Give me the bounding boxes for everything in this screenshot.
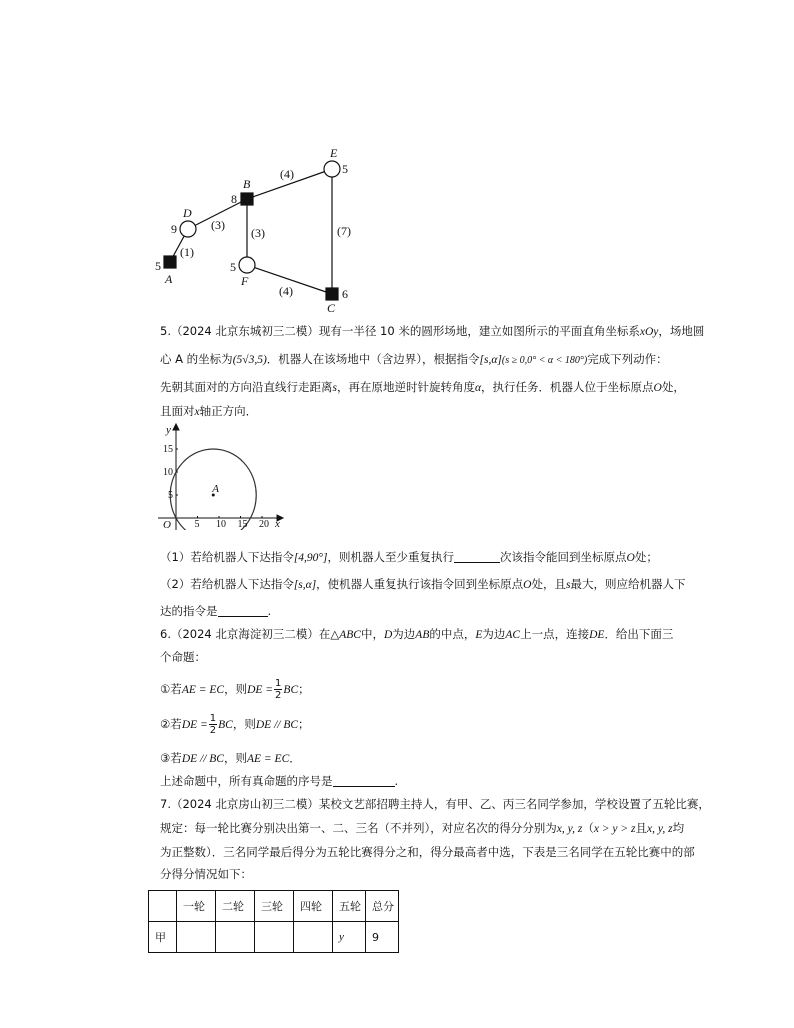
fraction (274, 678, 282, 701)
q7-text: （ (582, 821, 594, 835)
node-B (241, 193, 253, 205)
q5-sub2-text: 达的指令是 (160, 604, 218, 618)
table-cell: y (333, 922, 366, 953)
fraction-num: 1 (209, 713, 217, 724)
q6-p1-cond: AE = EC (181, 684, 225, 696)
q5-sub2-text: ，使机器人重复执行该指令回到坐标原点 (316, 577, 524, 591)
q6-p2-bc: BC (218, 719, 233, 731)
node-C-weight: 6 (342, 287, 348, 301)
q5-sub2-text: . (267, 604, 272, 618)
q5-origin: O (653, 382, 662, 394)
q5-text: ．机器人在该场地中（含边界），根据指令 (266, 352, 480, 366)
q6-p3-cond: DE // BC (181, 753, 224, 765)
q5-sub1-cmd: [4,90°] (293, 552, 328, 564)
q5-sub2-cont (160, 603, 271, 619)
fraction-den: 2 (275, 690, 282, 701)
q6-D: D (383, 629, 393, 641)
q6-text: ．给出下面三 (604, 627, 674, 641)
node-C (326, 288, 338, 300)
q7-line3 (160, 844, 695, 860)
table-header-cell: 一轮 (177, 891, 216, 922)
q5-line1 (160, 323, 704, 340)
table-header-row (149, 891, 399, 922)
q5-sub1-origin: O (626, 552, 635, 564)
q5-sub2 (160, 576, 685, 593)
point-A-label: A (212, 483, 219, 495)
q5-alpha: α (474, 382, 482, 394)
node-C-label: C (327, 301, 336, 315)
table-header-cell: 总分 (366, 891, 399, 922)
q5-sub2-text: 处，且 (531, 577, 566, 591)
node-B-label: B (243, 177, 251, 191)
q6-p3-res: AE = EC (246, 753, 290, 765)
q7-xyz2: x, y, z (647, 823, 673, 835)
node-A (164, 256, 176, 268)
q5-sub1-text: ，则机器人至少重复执行 (327, 550, 455, 564)
edge-A-D-label: (1) (180, 245, 194, 259)
x-tick-label: 20 (259, 519, 269, 530)
edge-E-C-label: (7) (337, 224, 351, 238)
node-E (324, 161, 340, 177)
q5-line4 (160, 403, 257, 420)
fraction-num: 1 (275, 678, 282, 689)
q5-text: ，执行任务．机器人位于坐标原点 (481, 380, 654, 394)
score-table (148, 890, 399, 953)
q5-cond: (s ≥ 0,0° < α < 180°) (501, 355, 588, 366)
q5-text: ，场地圆 (658, 324, 705, 338)
node-B-weight: 8 (231, 192, 237, 206)
y-tick-label: 15 (163, 444, 173, 455)
q5-sub2-cmd: [s,α] (293, 579, 317, 591)
q5-s: s (332, 382, 337, 394)
q6-text: 6.（2024 北京海淀初三二模）在 (160, 627, 331, 641)
q6-p1-de: DE = (247, 684, 274, 696)
q6-p1: ，则 (224, 682, 248, 696)
x-tick-label: 15 (237, 519, 248, 530)
q5-sub2-origin: O (523, 579, 532, 591)
q6-AB: AB (415, 629, 430, 641)
y-axis-label: y (166, 424, 171, 436)
q6-p2-de: DE = (181, 719, 208, 731)
node-E-label: E (330, 146, 338, 160)
q5-coord: (5√3,5) (232, 354, 267, 366)
q6-p1-bc: BC (283, 684, 299, 696)
q7-text: 分得分情况如下： (160, 867, 252, 881)
node-E-weight: 5 (342, 162, 348, 176)
q6-tri: △ABC (330, 629, 361, 641)
table-cell: 甲 (149, 922, 177, 953)
q6-text: 个命题： (160, 650, 206, 664)
x-tick-label: 10 (216, 519, 226, 530)
q5-sub1-text: （1）若给机器人下达指令 (160, 550, 294, 564)
q6-blank[interactable] (333, 774, 395, 787)
node-D-label: D (183, 206, 192, 220)
q7-text: 规定：每一轮比赛分别决出第一、二、三名（不并列），对应名次的得分分别为 (160, 821, 557, 835)
node-F (239, 257, 255, 273)
table-header-cell: 五轮 (333, 891, 366, 922)
q5-sub2-text: （2）若给机器人下达指令 (160, 577, 294, 591)
table-row (149, 922, 399, 953)
q6-prop2 (160, 713, 310, 736)
q6-text: 上一点，连接 (520, 627, 590, 641)
edge-B-F-label: (3) (251, 226, 265, 240)
q7-line2 (160, 820, 684, 837)
q5-text: 且面对 (160, 404, 195, 418)
edge-F-C-label: (4) (279, 284, 293, 298)
table-header-cell (149, 891, 177, 922)
q5-text: 完成下列动作： (587, 352, 668, 366)
q7-text: 7.（2024 北京房山初三二模）某校文艺部招聘主持人，有甲、乙、丙三名同学参加，学校设置了五轮比赛， (160, 797, 710, 811)
x-axis-label: x (275, 518, 280, 530)
q5-sub1-text: 处； (634, 550, 658, 564)
q6-p1: ； (298, 682, 310, 696)
q6-AC: AC (505, 629, 521, 641)
q6-p3: ． (289, 751, 301, 765)
edge-D-B-label: (3) (211, 218, 225, 232)
q5-line2 (160, 351, 668, 369)
q6-p2: ； (298, 717, 310, 731)
q6-p3: ③若 (160, 751, 182, 765)
graph-figure (150, 140, 370, 320)
q7-line4 (160, 866, 252, 882)
q6-prop1 (160, 678, 310, 701)
q6-ask (160, 773, 398, 789)
q6-ask-text: . (394, 774, 399, 788)
q5-sub1 (160, 549, 658, 566)
table-header-cell: 二轮 (216, 891, 255, 922)
q6-p2: ②若 (160, 717, 182, 731)
y-tick-label: 5 (168, 490, 173, 501)
node-F-label: F (241, 274, 249, 288)
node-A-weight: 5 (155, 259, 161, 273)
q5-text: 处， (661, 380, 685, 394)
q5-cmd: [s,α] (479, 354, 502, 366)
q5-x: x (194, 406, 200, 418)
node-A-label: A (165, 272, 173, 286)
q6-line2 (160, 649, 206, 665)
node-F-weight: 5 (230, 260, 236, 274)
q6-text: 为边 (392, 627, 416, 641)
y-axis-arrow (173, 424, 179, 430)
fraction (209, 713, 217, 736)
q5-sub2-text: 最大，则应给机器人下 (570, 577, 686, 591)
q5-sub1-text: 次该指令能回到坐标原点 (500, 550, 627, 564)
table-cell (216, 922, 255, 953)
q6-text: 中， (360, 627, 384, 641)
edge-B-E-label: (4) (280, 167, 294, 181)
q5-sub2-blank[interactable] (218, 604, 268, 617)
y-tick-label: 10 (163, 467, 173, 478)
q6-ask-text: 上述命题中，所有真命题的序号是 (160, 774, 333, 788)
fraction-den: 2 (209, 725, 217, 736)
q5-text: 先朝其面对的方向沿直线行走距离 (160, 380, 333, 394)
origin-label: O (163, 519, 171, 530)
q6-p2: ，则 (232, 717, 256, 731)
q5-line3 (160, 379, 685, 396)
table-cell: 9 (366, 922, 399, 953)
q5-sub2-s: s (565, 579, 571, 591)
q5-text: ，再在原地逆时针旋转角度 (336, 380, 475, 394)
q6-prop3 (160, 750, 301, 767)
q5-text: 轴正方向． (199, 404, 258, 418)
node-D-weight: 9 (171, 222, 177, 236)
table-cell (177, 922, 216, 953)
q6-text: 的中点， (429, 627, 476, 641)
q6-line1 (160, 626, 673, 643)
x-tick-label: 5 (194, 519, 200, 530)
q7-line1 (160, 796, 710, 812)
q6-p3: ，则 (223, 751, 247, 765)
q6-p1: ①若 (160, 682, 182, 696)
q5-text: 心 A 的坐标为 (160, 352, 233, 366)
table-header-cell: 四轮 (294, 891, 333, 922)
q5-sub1-blank[interactable] (454, 550, 500, 563)
coordinate-figure (150, 420, 290, 530)
q6-DE: DE (589, 629, 605, 641)
table-cell (294, 922, 333, 953)
table-cell (255, 922, 294, 953)
q7-xyz: x, y, z (556, 823, 583, 835)
q7-text: 均 (672, 821, 685, 835)
q6-E: E (475, 629, 483, 641)
table-header-cell: 三轮 (255, 891, 294, 922)
q5-text: 5.（2024 北京东城初三二模）现有一半径 10 米的圆形场地，建立如图所示的平面直角坐标系 (160, 324, 640, 338)
q5-var: xOy (639, 326, 659, 338)
q7-text: 且 (635, 821, 648, 835)
q7-ineq: x > y > z (593, 823, 636, 835)
q7-text: 为正整数）．三名同学最后得分为五轮比赛得分之和，得分最高者中选，下表是三名同学在五轮比赛中的部 (160, 845, 695, 859)
q6-text: 为边 (482, 627, 506, 641)
node-D (180, 221, 196, 237)
q6-p2-par: DE // BC (255, 719, 299, 731)
